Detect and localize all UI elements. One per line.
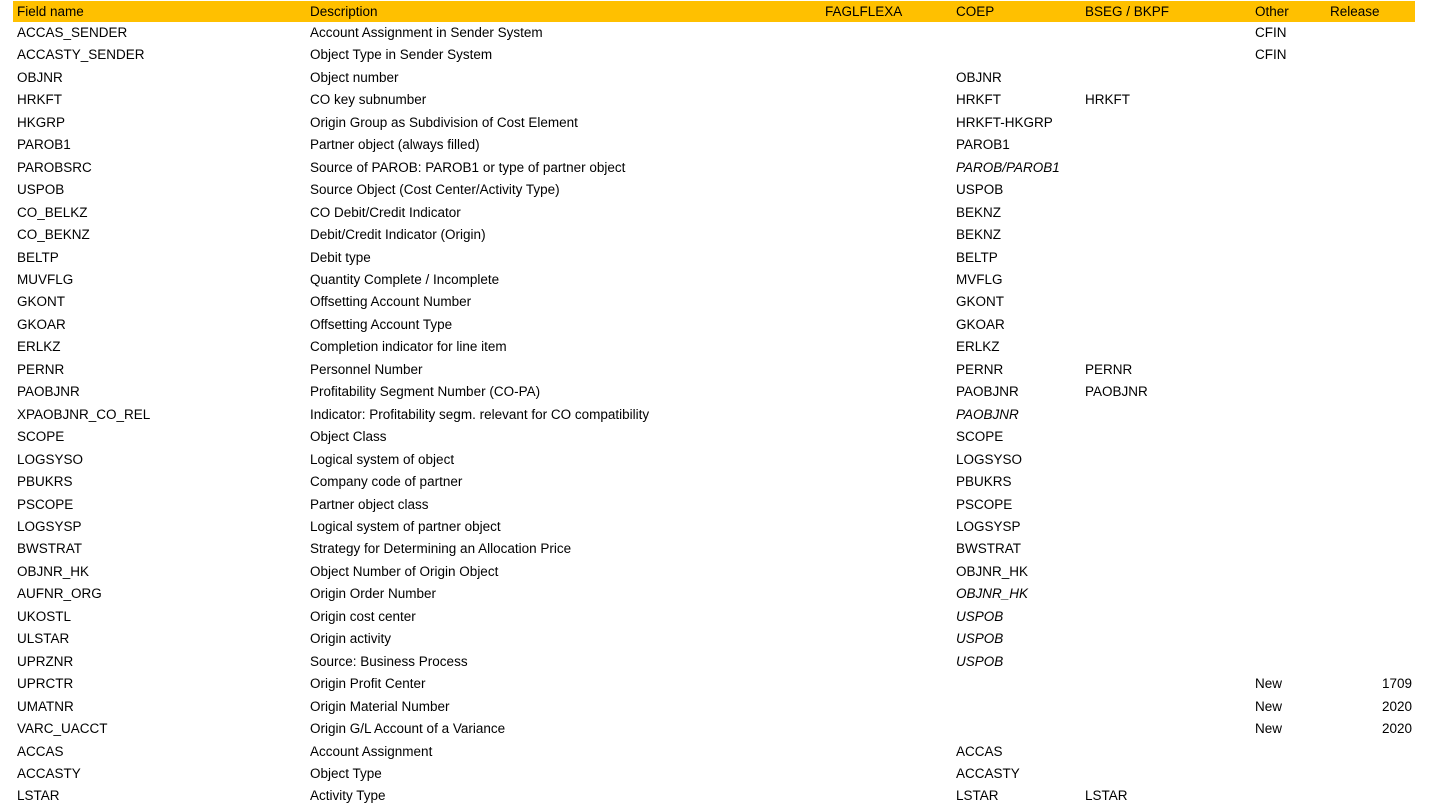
cell-other	[1255, 404, 1330, 426]
cell-description: Origin Profit Center	[310, 676, 426, 692]
cell-description: Quantity Complete / Incomplete	[310, 271, 500, 287]
cell-description: Object number	[310, 69, 399, 85]
cell-description: Completion indicator for line item	[310, 339, 507, 355]
cell-bseg-bkpf	[1085, 67, 1255, 89]
cell-other	[1255, 381, 1330, 403]
cell-field: HKGRP	[17, 114, 66, 130]
column-header-other: Other	[1255, 1, 1330, 22]
cell-description: Logical system of object	[310, 451, 455, 467]
cell-field: VARC_UACCT	[17, 721, 108, 737]
cell-field: BWSTRAT	[17, 541, 82, 557]
cell-faglflexa	[825, 741, 956, 763]
table-row	[13, 89, 1415, 111]
cell-coep: LSTAR	[956, 788, 999, 804]
cell-release	[1330, 314, 1415, 336]
cell-bseg-bkpf: PAOBJNR	[1085, 384, 1148, 400]
cell-coep	[956, 22, 1085, 44]
cell-other	[1255, 247, 1330, 269]
table-row	[13, 224, 1415, 246]
cell-release	[1330, 291, 1415, 313]
cell-bseg-bkpf	[1085, 673, 1255, 695]
cell-faglflexa	[825, 359, 956, 381]
column-header-coep: COEP	[956, 1, 1085, 22]
cell-description: Company code of partner	[310, 474, 463, 490]
cell-bseg-bkpf	[1085, 494, 1255, 516]
cell-bseg-bkpf	[1085, 628, 1255, 650]
cell-other	[1255, 336, 1330, 358]
cell-bseg-bkpf	[1085, 112, 1255, 134]
table-row	[13, 763, 1415, 785]
table-row	[13, 134, 1415, 156]
table-row	[13, 359, 1415, 381]
cell-other	[1255, 67, 1330, 89]
cell-bseg-bkpf	[1085, 741, 1255, 763]
cell-bseg-bkpf	[1085, 561, 1255, 583]
cell-bseg-bkpf	[1085, 718, 1255, 740]
cell-description: Partner object (always filled)	[310, 137, 480, 153]
cell-bseg-bkpf	[1085, 426, 1255, 448]
cell-other	[1255, 157, 1330, 179]
cell-other	[1255, 359, 1330, 381]
cell-release	[1330, 336, 1415, 358]
cell-coep	[956, 696, 1085, 718]
cell-coep: OBJNR_HK	[956, 586, 1029, 602]
cell-release	[1330, 67, 1415, 89]
cell-release	[1330, 22, 1415, 44]
cell-release	[1330, 628, 1415, 650]
cell-faglflexa	[825, 426, 956, 448]
cell-field: PAOBJNR	[17, 384, 80, 400]
cell-release	[1330, 359, 1415, 381]
cell-other: New	[1255, 698, 1283, 714]
cell-other	[1255, 202, 1330, 224]
cell-faglflexa	[825, 763, 956, 785]
cell-coep: USPOB	[956, 653, 1004, 669]
cell-coep: USPOB	[956, 608, 1004, 624]
cell-field: CO_BELKZ	[17, 204, 88, 220]
cell-coep: BEKNZ	[956, 227, 1002, 243]
cell-release	[1330, 134, 1415, 156]
cell-bseg-bkpf	[1085, 471, 1255, 493]
cell-other: New	[1255, 676, 1283, 692]
cell-field: PAROB1	[17, 137, 71, 153]
cell-release	[1330, 179, 1415, 201]
cell-release	[1330, 112, 1415, 134]
table-row	[13, 673, 1415, 695]
cell-bseg-bkpf	[1085, 606, 1255, 628]
cell-other	[1255, 314, 1330, 336]
cell-faglflexa	[825, 336, 956, 358]
cell-bseg-bkpf	[1085, 651, 1255, 673]
cell-coep: BEKNZ	[956, 204, 1002, 220]
cell-field: LOGSYSP	[17, 518, 82, 534]
cell-field: UPRZNR	[17, 653, 74, 669]
cell-description: CO key subnumber	[310, 92, 427, 108]
table-row	[13, 494, 1415, 516]
cell-other	[1255, 269, 1330, 291]
cell-other	[1255, 291, 1330, 313]
cell-field: ACCAS	[17, 743, 64, 759]
table-row	[13, 22, 1415, 44]
cell-faglflexa	[825, 628, 956, 650]
cell-faglflexa	[825, 202, 956, 224]
cell-faglflexa	[825, 404, 956, 426]
cell-coep: GKONT	[956, 294, 1005, 310]
cell-bseg-bkpf	[1085, 449, 1255, 471]
cell-release	[1330, 606, 1415, 628]
table-row	[13, 718, 1415, 740]
cell-other: CFIN	[1255, 25, 1287, 40]
field-mapping-table	[13, 1, 1415, 808]
cell-bseg-bkpf	[1085, 291, 1255, 313]
cell-bseg-bkpf	[1085, 134, 1255, 156]
cell-description: Indicator: Profitability segm. relevant for CO compatibility	[310, 406, 650, 422]
cell-coep: GKOAR	[956, 316, 1005, 332]
cell-coep: ACCASTY	[956, 765, 1020, 781]
table-row	[13, 449, 1415, 471]
cell-coep: BELTP	[956, 249, 998, 265]
cell-other	[1255, 89, 1330, 111]
cell-faglflexa	[825, 224, 956, 246]
cell-other: CFIN	[1255, 47, 1287, 63]
cell-field: UMATNR	[17, 698, 74, 714]
cell-coep: BWSTRAT	[956, 541, 1021, 557]
cell-coep: USPOB	[956, 182, 1004, 198]
cell-description: Origin activity	[310, 631, 392, 647]
cell-release: 2020	[1381, 698, 1412, 714]
cell-bseg-bkpf	[1085, 516, 1255, 538]
cell-release	[1330, 763, 1415, 785]
cell-field: XPAOBJNR_CO_REL	[17, 406, 151, 422]
cell-description: Source: Business Process	[310, 653, 468, 669]
cell-field: HRKFT	[17, 92, 62, 108]
cell-bseg-bkpf	[1085, 404, 1255, 426]
cell-other	[1255, 538, 1330, 560]
cell-faglflexa	[825, 381, 956, 403]
cell-field: ERLKZ	[17, 339, 61, 355]
column-header-bseg-bkpf: BSEG / BKPF	[1085, 1, 1255, 22]
table-header-row	[13, 1, 1415, 22]
cell-release	[1330, 44, 1415, 66]
cell-other	[1255, 606, 1330, 628]
cell-other	[1255, 561, 1330, 583]
cell-release	[1330, 494, 1415, 516]
cell-coep: LOGSYSP	[956, 518, 1021, 534]
cell-description: Profitability Segment Number (CO-PA)	[310, 384, 541, 400]
cell-release	[1330, 426, 1415, 448]
cell-description: Origin G/L Account of a Variance	[310, 721, 506, 737]
cell-release	[1330, 89, 1415, 111]
cell-faglflexa	[825, 785, 956, 807]
cell-coep: HRKFT	[956, 92, 1001, 108]
table-row	[13, 179, 1415, 201]
cell-other	[1255, 449, 1330, 471]
cell-description: Account Assignment in Sender System	[310, 25, 543, 40]
cell-other	[1255, 179, 1330, 201]
cell-description: Origin Order Number	[310, 586, 437, 602]
cell-bseg-bkpf	[1085, 583, 1255, 605]
table-row	[13, 336, 1415, 358]
cell-other	[1255, 224, 1330, 246]
table-row	[13, 157, 1415, 179]
cell-release	[1330, 157, 1415, 179]
cell-description: Source of PAROB: PAROB1 or type of partner object	[310, 159, 626, 175]
cell-faglflexa	[825, 291, 956, 313]
cell-bseg-bkpf: HRKFT	[1085, 92, 1130, 108]
cell-description: CO Debit/Credit Indicator	[310, 204, 461, 220]
cell-field: LOGSYSO	[17, 451, 84, 467]
cell-field: OBJNR	[17, 69, 63, 85]
cell-release	[1330, 202, 1415, 224]
table-row	[13, 112, 1415, 134]
cell-release	[1330, 741, 1415, 763]
cell-field: SCOPE	[17, 429, 65, 445]
cell-description: Partner object class	[310, 496, 429, 512]
table-body	[13, 22, 1415, 808]
cell-description: Debit/Credit Indicator (Origin)	[310, 227, 486, 243]
table-row	[13, 44, 1415, 66]
cell-faglflexa	[825, 247, 956, 269]
cell-field: PERNR	[17, 361, 65, 377]
cell-faglflexa	[825, 269, 956, 291]
cell-description: Account Assignment	[310, 743, 433, 759]
table-row	[13, 651, 1415, 673]
cell-description: Origin Group as Subdivision of Cost Element	[310, 114, 578, 130]
cell-bseg-bkpf	[1085, 269, 1255, 291]
cell-description: Strategy for Determining an Allocation Price	[310, 541, 572, 557]
cell-field: GKONT	[17, 294, 66, 310]
cell-description: Origin cost center	[310, 608, 416, 624]
cell-faglflexa	[825, 157, 956, 179]
cell-faglflexa	[825, 44, 956, 66]
cell-coep: OBJNR	[956, 69, 1002, 85]
column-header-description: Description	[310, 1, 825, 22]
column-header-field-name: Field name	[13, 1, 310, 22]
table-row	[13, 404, 1415, 426]
cell-release: 1709	[1381, 676, 1412, 692]
cell-description: Object Type	[310, 765, 382, 781]
cell-faglflexa	[825, 516, 956, 538]
cell-faglflexa	[825, 67, 956, 89]
cell-other	[1255, 471, 1330, 493]
table-row	[13, 606, 1415, 628]
table-row	[13, 67, 1415, 89]
cell-field: BELTP	[17, 249, 59, 265]
cell-faglflexa	[825, 606, 956, 628]
cell-other	[1255, 763, 1330, 785]
cell-release	[1330, 381, 1415, 403]
cell-field: CO_BEKNZ	[17, 227, 90, 243]
column-header-release: Release	[1330, 1, 1415, 22]
cell-release	[1330, 516, 1415, 538]
cell-field: ACCASTY	[17, 765, 81, 781]
cell-other	[1255, 785, 1330, 807]
cell-coep: PAOBJNR	[956, 384, 1019, 400]
table-row	[13, 628, 1415, 650]
cell-coep: SCOPE	[956, 429, 1004, 445]
cell-coep: LOGSYSO	[956, 451, 1023, 467]
cell-faglflexa	[825, 89, 956, 111]
cell-field: AUFNR_ORG	[17, 586, 102, 602]
cell-release	[1330, 269, 1415, 291]
cell-bseg-bkpf	[1085, 224, 1255, 246]
cell-description: Logical system of partner object	[310, 518, 501, 534]
table-row	[13, 696, 1415, 718]
cell-bseg-bkpf: LSTAR	[1085, 788, 1128, 804]
table-row	[13, 516, 1415, 538]
cell-bseg-bkpf	[1085, 202, 1255, 224]
cell-release	[1330, 471, 1415, 493]
cell-coep: MVFLG	[956, 271, 1003, 287]
cell-coep: PAROB1	[956, 137, 1010, 153]
cell-bseg-bkpf	[1085, 538, 1255, 560]
cell-bseg-bkpf: PERNR	[1085, 361, 1133, 377]
cell-other	[1255, 628, 1330, 650]
cell-bseg-bkpf	[1085, 179, 1255, 201]
cell-release	[1330, 224, 1415, 246]
cell-coep: PSCOPE	[956, 496, 1013, 512]
cell-faglflexa	[825, 112, 956, 134]
cell-faglflexa	[825, 651, 956, 673]
cell-description: Activity Type	[310, 788, 386, 804]
cell-other	[1255, 134, 1330, 156]
cell-description: Source Object (Cost Center/Activity Type)	[310, 182, 560, 198]
table-row	[13, 785, 1415, 807]
cell-bseg-bkpf	[1085, 22, 1255, 44]
cell-field: ACCAS_SENDER	[17, 25, 128, 40]
table-row	[13, 202, 1415, 224]
cell-bseg-bkpf	[1085, 314, 1255, 336]
cell-coep: PAROB/PAROB1	[956, 159, 1060, 175]
cell-release	[1330, 785, 1415, 807]
table-row	[13, 247, 1415, 269]
cell-coep	[956, 718, 1085, 740]
cell-release	[1330, 247, 1415, 269]
cell-faglflexa	[825, 673, 956, 695]
cell-coep: OBJNR_HK	[956, 563, 1029, 579]
cell-coep: HRKFT-HKGRP	[956, 114, 1053, 130]
table-row	[13, 426, 1415, 448]
cell-description: Personnel Number	[310, 361, 423, 377]
cell-faglflexa	[825, 314, 956, 336]
cell-release	[1330, 538, 1415, 560]
table-row	[13, 583, 1415, 605]
cell-field: UKOSTL	[17, 608, 72, 624]
cell-bseg-bkpf	[1085, 157, 1255, 179]
cell-coep: ACCAS	[956, 743, 1003, 759]
cell-release	[1330, 404, 1415, 426]
cell-field: GKOAR	[17, 316, 66, 332]
table-row	[13, 471, 1415, 493]
cell-field: MUVFLG	[17, 271, 74, 287]
table-row	[13, 269, 1415, 291]
cell-faglflexa	[825, 583, 956, 605]
cell-faglflexa	[825, 494, 956, 516]
cell-coep: PAOBJNR	[956, 406, 1019, 422]
cell-coep: ERLKZ	[956, 339, 1000, 355]
cell-field: PBUKRS	[17, 474, 73, 490]
cell-bseg-bkpf	[1085, 44, 1255, 66]
cell-other	[1255, 583, 1330, 605]
cell-field: USPOB	[17, 182, 65, 198]
cell-release: 2020	[1381, 721, 1412, 737]
cell-field: UPRCTR	[17, 676, 74, 692]
cell-description: Offsetting Account Number	[310, 294, 472, 310]
cell-bseg-bkpf	[1085, 336, 1255, 358]
cell-other	[1255, 112, 1330, 134]
cell-faglflexa	[825, 179, 956, 201]
table-row	[13, 538, 1415, 560]
cell-description: Object Number of Origin Object	[310, 563, 499, 579]
cell-description: Origin Material Number	[310, 698, 450, 714]
cell-field: PAROBSRC	[17, 159, 92, 175]
table-row	[13, 314, 1415, 336]
cell-other	[1255, 494, 1330, 516]
cell-coep: USPOB	[956, 631, 1004, 647]
cell-faglflexa	[825, 134, 956, 156]
cell-faglflexa	[825, 696, 956, 718]
cell-bseg-bkpf	[1085, 763, 1255, 785]
cell-coep	[956, 673, 1085, 695]
cell-release	[1330, 583, 1415, 605]
cell-description: Object Type in Sender System	[310, 47, 493, 63]
cell-release	[1330, 651, 1415, 673]
cell-field: ACCASTY_SENDER	[17, 47, 145, 63]
cell-faglflexa	[825, 22, 956, 44]
cell-faglflexa	[825, 538, 956, 560]
column-header-faglflexa: FAGLFLEXA	[825, 1, 956, 22]
cell-field: PSCOPE	[17, 496, 74, 512]
cell-faglflexa	[825, 718, 956, 740]
cell-other	[1255, 426, 1330, 448]
table-row	[13, 741, 1415, 763]
cell-other	[1255, 651, 1330, 673]
cell-coep: PBUKRS	[956, 474, 1012, 490]
cell-description: Offsetting Account Type	[310, 316, 453, 332]
cell-faglflexa	[825, 471, 956, 493]
table-row	[13, 561, 1415, 583]
cell-other: New	[1255, 721, 1283, 737]
cell-release	[1330, 561, 1415, 583]
cell-description: Object Class	[310, 429, 387, 445]
cell-field: LSTAR	[17, 788, 60, 804]
cell-coep: PERNR	[956, 361, 1004, 377]
cell-faglflexa	[825, 449, 956, 471]
cell-faglflexa	[825, 561, 956, 583]
cell-field: ULSTAR	[17, 631, 70, 647]
cell-other	[1255, 516, 1330, 538]
table-row	[13, 291, 1415, 313]
cell-bseg-bkpf	[1085, 247, 1255, 269]
cell-coep	[956, 44, 1085, 66]
cell-release	[1330, 449, 1415, 471]
cell-bseg-bkpf	[1085, 696, 1255, 718]
cell-other	[1255, 741, 1330, 763]
cell-field: OBJNR_HK	[17, 563, 90, 579]
cell-description: Debit type	[310, 249, 371, 265]
table-row	[13, 381, 1415, 403]
